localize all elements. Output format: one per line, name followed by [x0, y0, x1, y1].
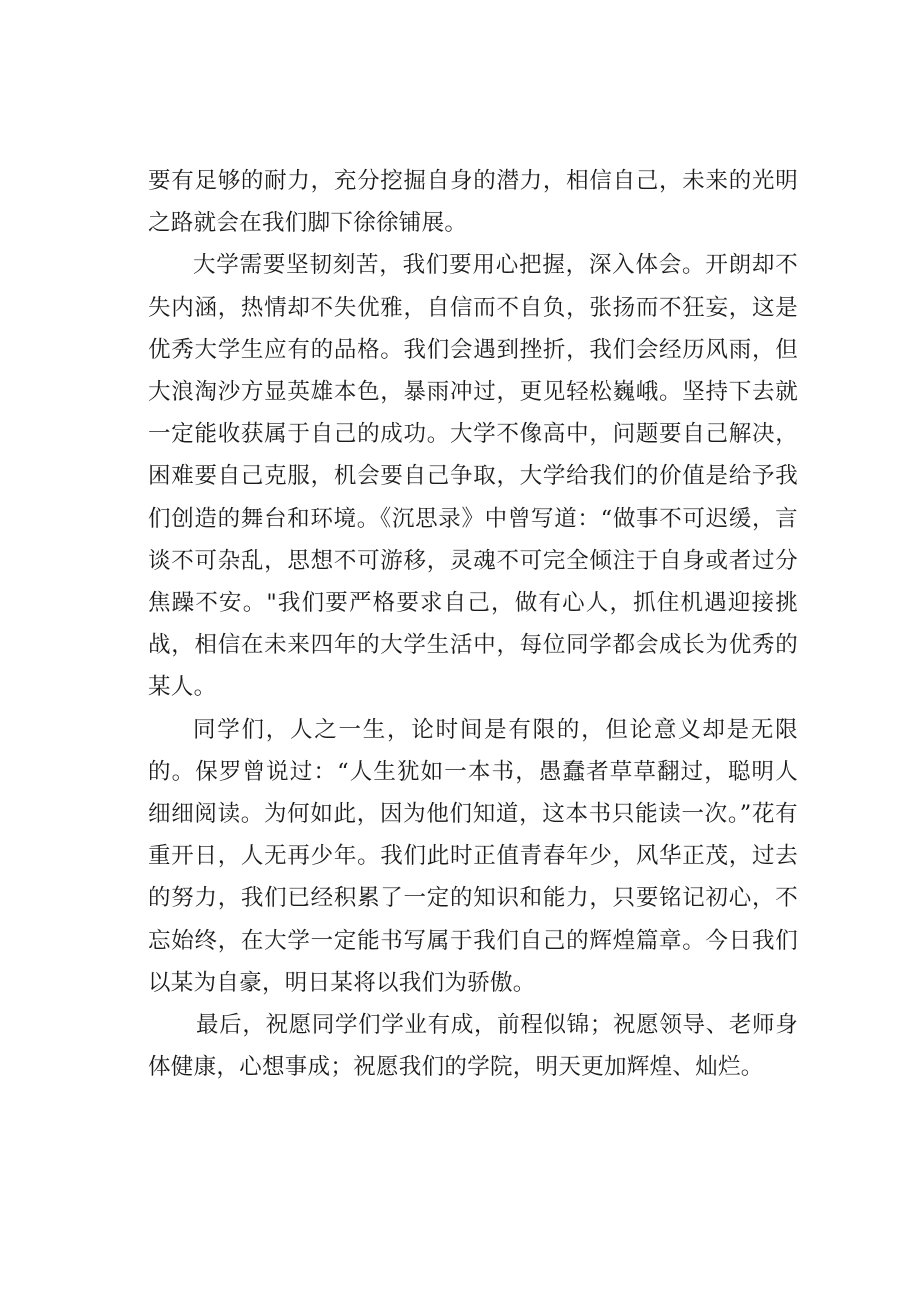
paragraph-continuation: 要有足够的耐力，充分挖掘自身的潜力，相信自己，未来的光明之路就会在我们脚下徐徐铺展。	[148, 168, 798, 237]
paragraph-classmates-life: 同学们，人之一生，论时间是有限的，但论意义却是无限的。保罗曾说过：“人生犹如一本书，愚蠢者草草翻过，聪明人细细阅读。为何如此，因为他们知道，这本书只能读一次。”花有重开日，人无再少年。我们此时正值青春年少，风华正茂，过去的努力，我们已经积累了一定的知识和能力，只要铭记初心，不忘始终，在大学一定能书写属于我们自己的辉煌篇章。今日我们以某为自豪，明日某将以我们为骄傲。	[148, 716, 798, 996]
document-body	[148, 160, 798, 1088]
paragraph-university-perseverance: 大学需要坚韧刻苦，我们要用心把握，深入体会。开朗却不失内涵，热情却不失优雅，自信而不自负，张扬而不狂妄，这是优秀大学生应有的品格。我们会遇到挫折，我们会经历风雨，但大浪淘沙方显英雄本色，暴雨冲过，更见轻松巍峨。坚持下去就一定能收获属于自己的成功。大学不像高中，问题要自己解决，困难要自己克服，机会要自己争取，大学给我们的价值是给予我们创造的舞台和环境。《沉思录》中曾写道：“做事不可迟缓，言谈不可杂乱，思想不可游移，灵魂不可完全倾注于自身或者过分焦躁不安。"我们要严格要求自己，做有心人，抓住机遇迎接挑战，相信在未来四年的大学生活中，每位同学都会成长为优秀的某人。	[148, 252, 798, 701]
paragraph-closing-wishes: 最后，祝愿同学们学业有成，前程似锦；祝愿领导、老师身体健康，心想事成；祝愿我们的学院，明天更加辉煌、灿烂。	[148, 1012, 798, 1081]
